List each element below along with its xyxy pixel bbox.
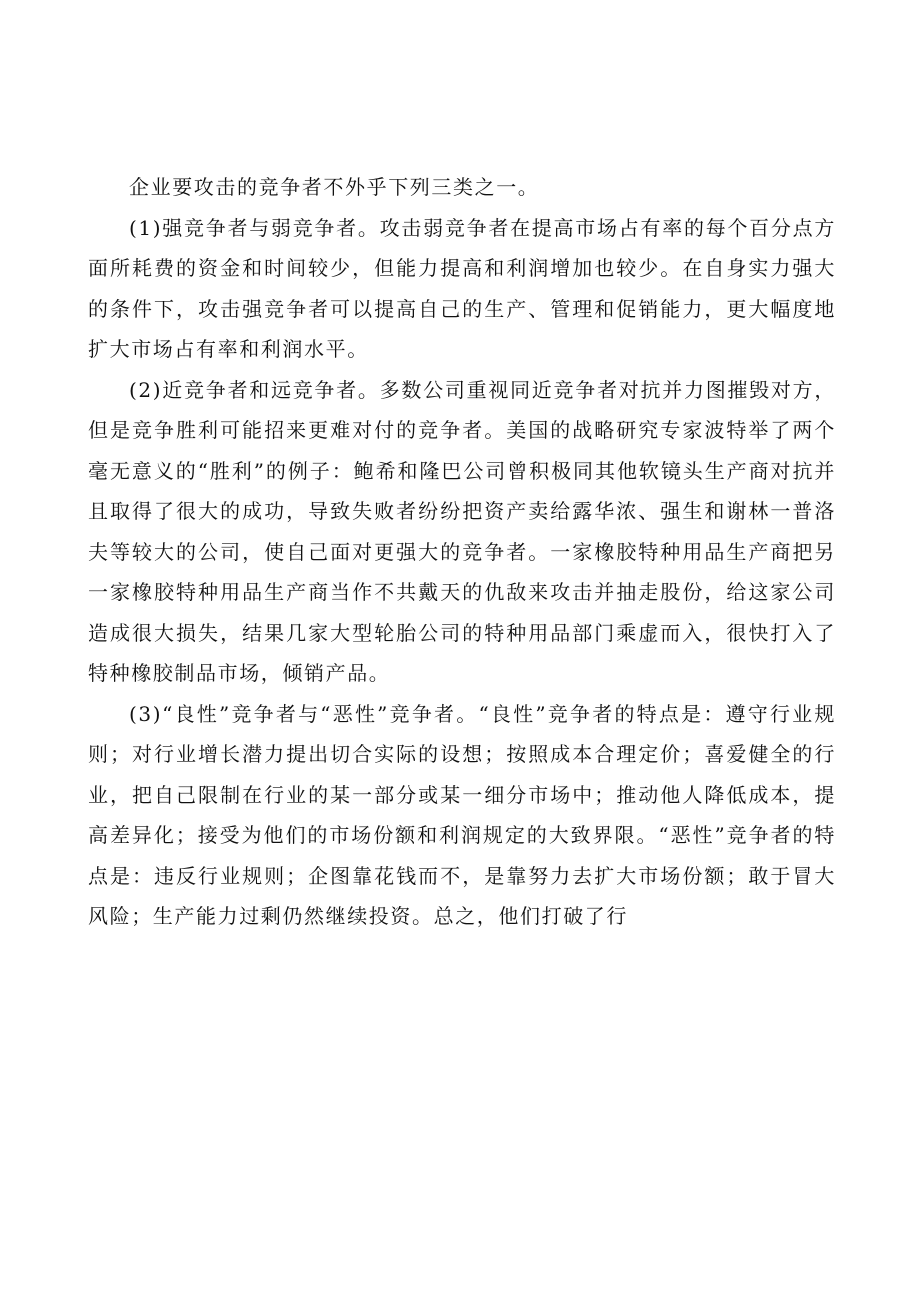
paragraph-good-bad-competitors: (3)“良性”竞争者与“恶性”竞争者。“良性”竞争者的特点是：遵守行业规则；对行业增长潜力提出切合实际的设想；按照成本合理定价；喜爱健全的行业，把自己限制在行业的某一部分或某一细分市场中；推动他人降低成本，提高差异化；接受为他们的市场份额和利润规定的大致界限。“恶性”竞争者的特点是：违反行业规则；企图靠花钱而不，是靠努力去扩大市场份额；敢于冒大风险；生产能力过剩仍然继续投资。总之，他们打破了行 xyxy=(88,701,836,928)
document-page xyxy=(88,167,836,937)
paragraph-strong-weak-competitors: (1)强竞争者与弱竞争者。攻击弱竞争者在提高市场占有率的每个百分点方面所耗费的资金和时间较少，但能力提高和利润增加也较少。在自身实力强大的条件下，攻击强竞争者可以提高自己的生产、管理和促销能力，更大幅度地扩大市场占有率和利润水平。 xyxy=(88,215,836,361)
paragraph-intro: 企业要攻击的竞争者不外乎下列三类之一。 xyxy=(129,175,540,199)
paragraph-near-far-competitors: (2)近竞争者和远竞争者。多数公司重视同近竞争者对抗并力图摧毁对方，但是竞争胜利可能招来更难对付的竞争者。美国的战略研究专家波特举了两个毫无意义的“胜利”的例子：鲍希和隆巴公司曾积极同其他软镜头生产商对抗并且取得了很大的成功，导致失败者纷纷把资产卖给露华浓、强生和谢林一普洛夫等较大的公司，使自己面对更强大的竞争者。一家橡胶特种用品生产商把另一家橡胶特种用品生产商当作不共戴天的仇敌来攻击并抽走股份，给这家公司造成很大损失，结果几家大型轮胎公司的特种用品部门乘虚而入，很快打入了特种橡胶制品市场，倾销产品。 xyxy=(88,377,836,685)
